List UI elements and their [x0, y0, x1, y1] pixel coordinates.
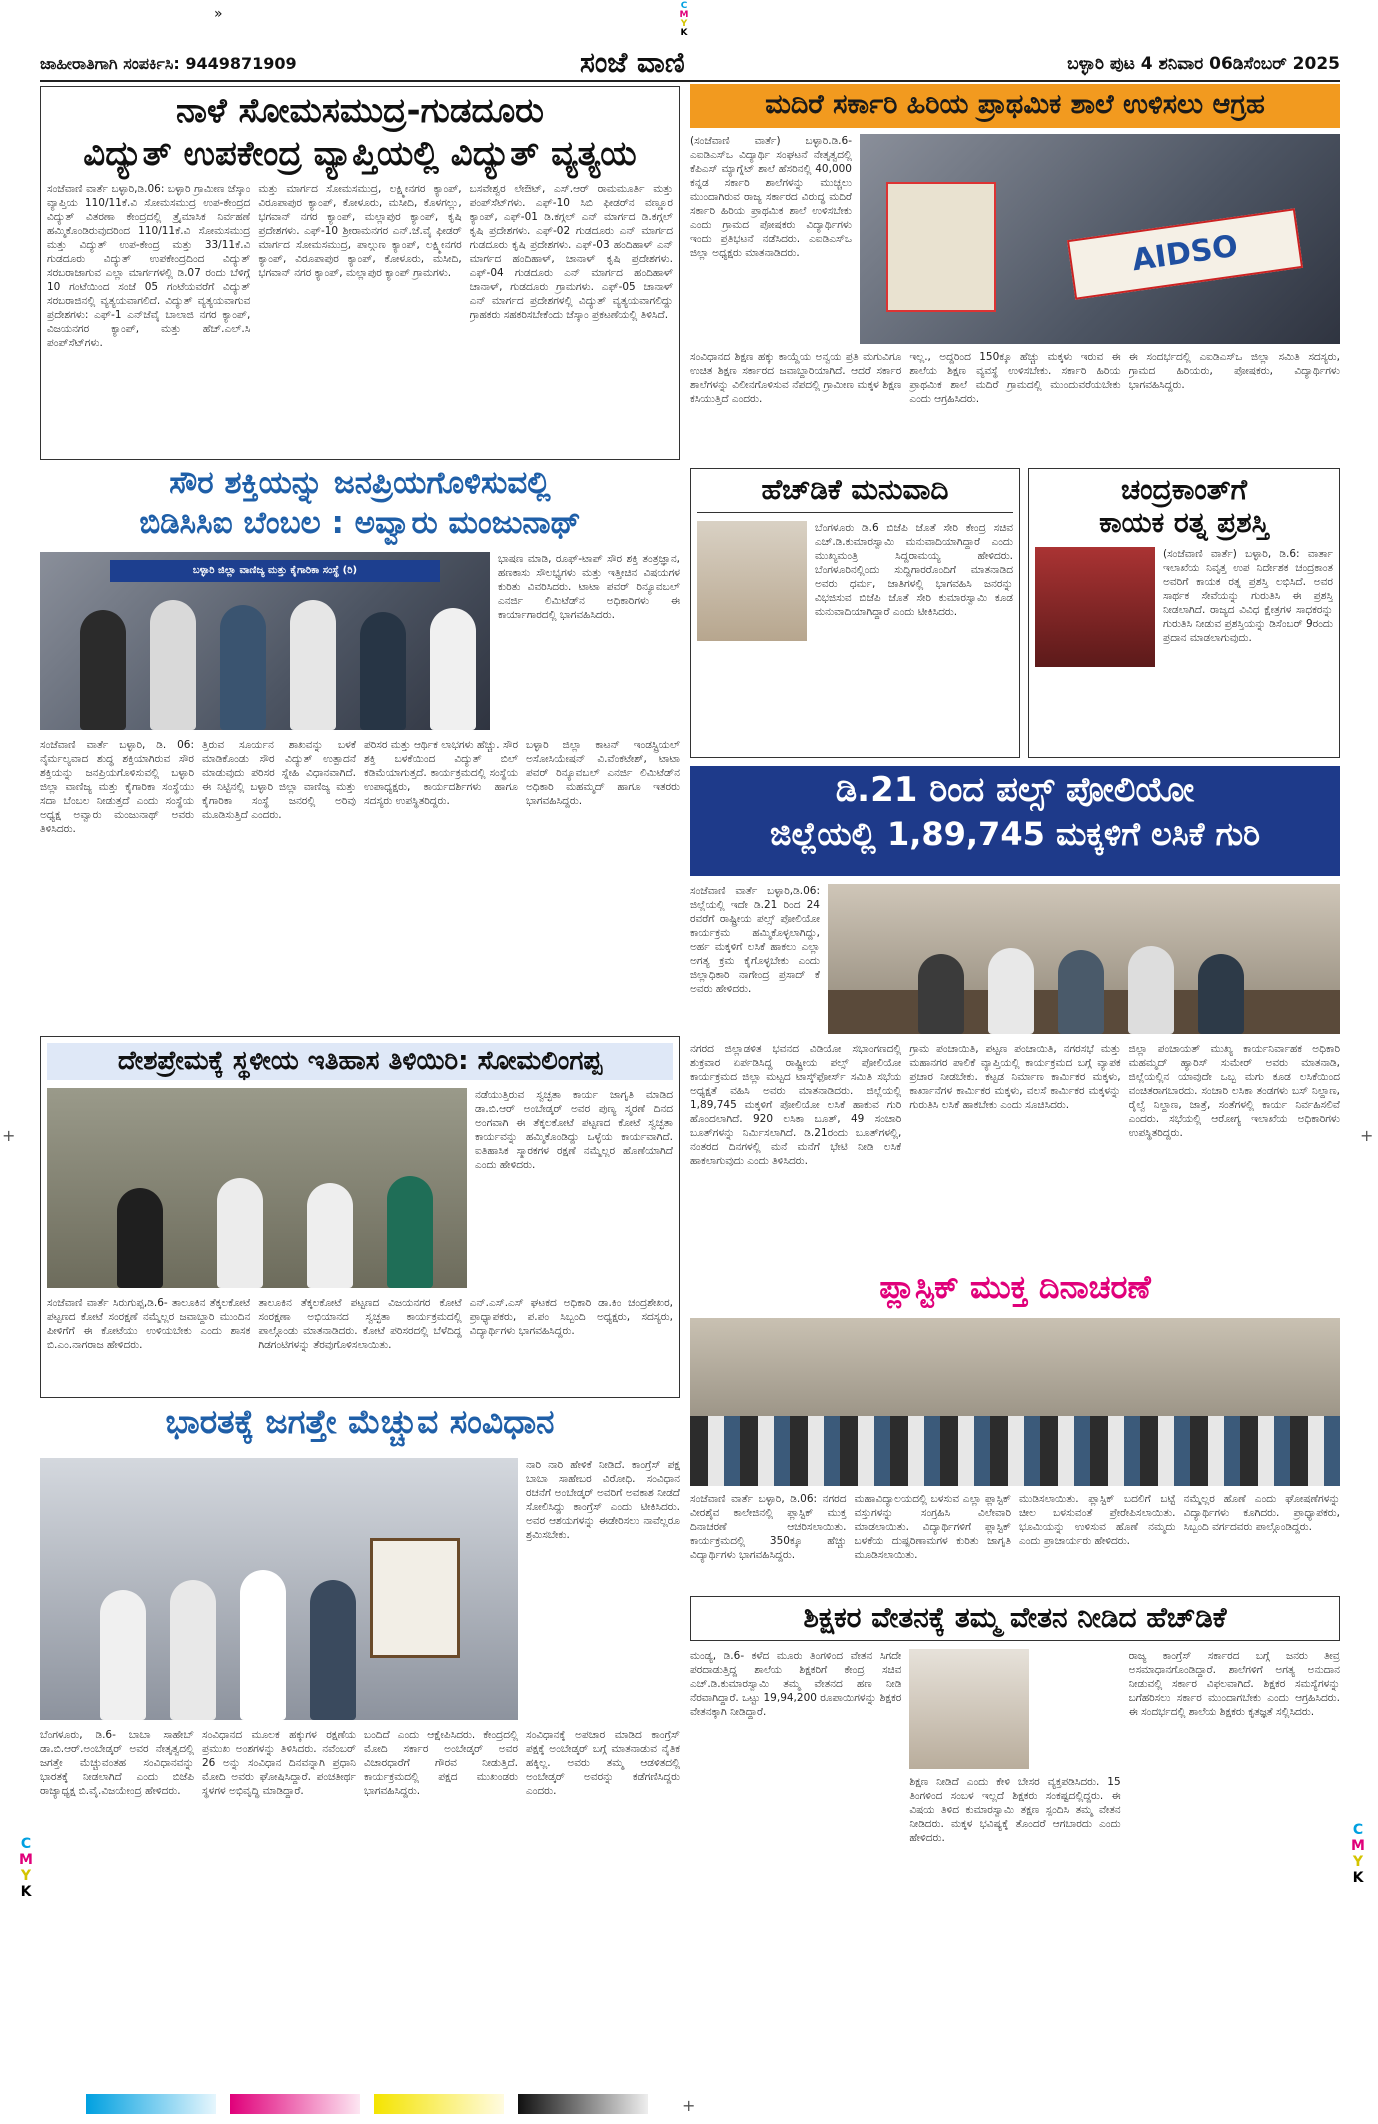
- article-column: ಭಾಷಣ ಮಾಡಿ, ರೂಫ್-ಟಾಪ್ ಸೌರ ಶಕ್ತಿ ತಂತ್ರಜ್ಞಾನ, ಹಣಕಾಸು ಸೌಲಭ್ಯಗಳು ಮತ್ತು ಇತ್ತೀಚಿನ ವಿಷಯಗಳ ಕುರಿತು ವಿವರಿಸಿದರು. ಟಾಟಾ ಪವರ್ ರಿನ್ಯೂವಬಲ್ ಎನರ್ಜಿ ಲಿಮಿಟೆಡ್‌ನ ಅಧಿಕಾರಿಗಳು ಈ ಕಾರ್ಯಾಗಾರದಲ್ಲಿ ಭಾಗವಹಿಸಿದರು.: [498, 553, 680, 622]
- article-chandrakanth: [1028, 468, 1340, 758]
- cmyk-k: K: [680, 28, 688, 38]
- headline: ಡಿ.21 ರಿಂದ ಪಲ್ಸ್ ಪೋಲಿಯೋ: [835, 770, 1195, 810]
- article-column: ಬಂದಿದೆ ಎಂದು ಆಕ್ಷೇಪಿಸಿದರು. ಕೇಂದ್ರದಲ್ಲಿ ಮೋದಿ ಸರ್ಕಾರ ಅಂಬೇಡ್ಕರ್ ಅವರ ವಿಚಾರಧಾರೆಗೆ ಗೌರವ ನೀಡುತ್ತಿದೆ. ಕಾರ್ಯಕ್ರಮದಲ್ಲಿ ಪಕ್ಷದ ಮುಖಂಡರು ಭಾಗವಹಿಸಿದ್ದರು.: [364, 1729, 518, 1797]
- article-polio: [690, 766, 1340, 1262]
- article-column: ಸಂಜೆವಾಣಿ ವಾರ್ತೆ ಬಳ್ಳಾರಿ, ಡಿ. 06: ನೈರ್ಮಲ್ಯವಾದ ಶುದ್ಧ ಶಕ್ತಿಯಾಗಿರುವ ಸೌರ ಶಕ್ತಿಯನ್ನು ಜನಪ್ರಿಯಗೊಳಿಸುವಲ್ಲಿ ಬಳ್ಳಾರಿ ಜಿಲ್ಲಾ ವಾಣಿಜ್ಯ ಮತ್ತು ಕೈಗಾರಿಕಾ ಸಂಸ್ಥೆಯು ಸದಾ ಬೆಂಬಲ ನೀಡುತ್ತದೆ ಎಂದು ಸಂಸ್ಥೆಯ ಅಧ್ಯಕ್ಷ ಅವ್ವಾರು ಮಂಜುನಾಥ್ ಅವರು ತಿಳಿಸಿದರು.: [40, 739, 194, 836]
- students-group-photo: [690, 1318, 1340, 1486]
- cmyk-registration-top: [674, 2, 694, 38]
- headline: ಶಿಕ್ಷಕರ ವೇತನಕ್ಕೆ ತಮ್ಮ ವೇತನ ನೀಡಿದ ಹೆಚ್‌ಡಿಕೆ: [690, 1596, 1340, 1641]
- ad-contact: ಜಾಹೀರಾತಿಗಾಗಿ ಸಂಪರ್ಕಿಸಿ: 9449871909: [40, 54, 297, 73]
- headline: ಪ್ಲಾಸ್ಟಿಕ್ ಮುಕ್ತ ದಿನಾಚರಣೆ: [879, 1268, 1151, 1306]
- article-column: ನಡೆಯುತ್ತಿರುವ ಸ್ವಚ್ಛತಾ ಕಾರ್ಯ ಜಾಗೃತಿ ಮಾಡಿದ ಡಾ.ಬಿ.ಆರ್ ಅಂಬೇಡ್ಕರ್ ಅವರ ಪುಣ್ಯ ಸ್ಮರಣೆ ದಿನದ ಅಂಗವಾಗಿ ಈ ತೆಕ್ಕಲಕೋಟೆ ಪಟ್ಟಣದ ಕೋಟೆ ಸ್ವಚ್ಛತಾ ಕಾರ್ಯವನ್ನು ಹಮ್ಮಿಕೊಂಡಿದ್ದು ಒಳ್ಳೆಯ ಕಾರ್ಯವಾಗಿದೆ. ಐತಿಹಾಸಿಕ ಸ್ಮಾರಕಗಳ ರಕ್ಷಣೆ ನಮ್ಮೆಲ್ಲರ ಹೊಣೆಯಾಗಿದೆ ಎಂದು ಹೇಳಿದರು.: [475, 1088, 673, 1171]
- article-column: ಮಂಡ್ಯ, ಡಿ.6- ಕಳೆದ ಮೂರು ತಿಂಗಳಿಂದ ವೇತನ ಸಿಗದೇ ಪರದಾಡುತ್ತಿದ್ದ ಶಾಲೆಯ ಶಿಕ್ಷಕರಿಗೆ ಕೇಂದ್ರ ಸಚಿವ ಎಚ್.ಡಿ.ಕುಮಾರಸ್ವಾಮಿ ತಮ್ಮ ವೇತನದ ಹಣ ನೀಡಿ ನೆರವಾಗಿದ್ದಾರೆ. ಒಟ್ಟು 19,94,200 ರೂಪಾಯಿಗಳನ್ನು ಶಿಕ್ಷಕರ ವೇತನಕ್ಕಾಗಿ ನೀಡಿದ್ದಾರೆ.: [690, 1649, 902, 1718]
- crop-mark-icon: +: [1360, 1126, 1374, 1145]
- article-column: (ಸಂಜೆವಾಣಿ ವಾರ್ತೆ) ಬಳ್ಳಾರಿ, ಡಿ.6: ವಾರ್ತಾ ಇಲಾಖೆಯ ನಿವೃತ್ತ ಉಪ ನಿರ್ದೇಶಕ ಚಂದ್ರಕಾಂತ ಅವರಿಗೆ ಕಾಯಕ ರತ್ನ ಪ್ರಶಸ್ತಿ ಲಭಿಸಿದೆ. ಅವರ ಸಾರ್ಥಕ ಸೇವೆಯನ್ನು ಗುರುತಿಸಿ ಈ ಪ್ರಶಸ್ತಿ ನೀಡಲಾಗಿದೆ. ರಾಜ್ಯದ ವಿವಿಧ ಕ್ಷೇತ್ರಗಳ ಸಾಧಕರನ್ನು ಗುರುತಿಸಿ ನೀಡುವ ಪ್ರಶಸ್ತಿಯನ್ನು ಡಿಸೆಂಬರ್ 9ರಂದು ಪ್ರದಾನ ಮಾಡಲಾಗುವುದು.: [1163, 547, 1333, 644]
- article-solar: [40, 466, 680, 1032]
- article-hdk-manuvadi: [690, 468, 1020, 758]
- article-column: ನಾರಿ ನಾರಿ ಹೇಳಿಕೆ ನೀಡಿದೆ. ಕಾಂಗ್ರೆಸ್ ಪಕ್ಷ ಬಾಬಾ ಸಾಹೇಬರ ವಿರೋಧಿ. ಸಂವಿಧಾನ ರಚನೆಗೆ ಅಂಬೇಡ್ಕರ್ ಅವರಿಗೆ ಅವಕಾಶ ನೀಡದೆ ಸೋಲಿಸಿದ್ದು ಕಾಂಗ್ರೆಸ್ ಎಂದು ಟೀಕಿಸಿದರು. ಅವರ ಆಶಯಗಳನ್ನು ಈಡೇರಿಸಲು ನಾವೆಲ್ಲರೂ ಶ್ರಮಿಸಬೇಕು.: [526, 1459, 680, 1541]
- cmyk-registration-left: C M Y K: [19, 1836, 33, 1900]
- awardee-photo: [1035, 547, 1155, 667]
- headline: ಜಿಲ್ಲೆಯಲ್ಲಿ 1,89,745 ಮಕ್ಕಳಿಗೆ ಲಸಿಕೆ ಗುರಿ: [770, 815, 1260, 854]
- color-calibration-bar: [86, 2094, 648, 2114]
- article-column: ನಗರದ ಜಿಲ್ಲಾಡಳಿತ ಭವನದ ವಿಡಿಯೋ ಸಭಾಂಗಣದಲ್ಲಿ ಶುಕ್ರವಾರ ಏರ್ಪಡಿಸಿದ್ದ ರಾಷ್ಟ್ರೀಯ ಪಲ್ಸ್ ಪೋಲಿಯೋ ಕಾರ್ಯಕ್ರಮದ ಜಿಲ್ಲಾ ಮಟ್ಟದ ಟಾಸ್ಕ್‌ಫೋರ್ಸ್ ಸಮಿತಿ ಸಭೆಯ ಅಧ್ಯಕ್ಷತೆ ವಹಿಸಿ ಅವರು ಮಾತನಾಡಿದರು. ಜಿಲ್ಲೆಯಲ್ಲಿ 1,89,745 ಮಕ್ಕಳಿಗೆ ಪೋಲಿಯೋ ಲಸಿಕೆ ಹಾಕುವ ಗುರಿ ಹೊಂದಲಾಗಿದೆ. 920 ಲಸಿಕಾ ಬೂತ್, 49 ಸಂಚಾರಿ ಬೂತ್‌ಗಳನ್ನು ನಿರ್ಮಿಸಲಾಗಿದೆ. ಡಿ.21ರಂದು ಬೂತ್‌ಗಳಲ್ಲಿ, ನಂತರದ ದಿನಗಳಲ್ಲಿ ಮನೆ ಮನೆಗೆ ಭೇಟಿ ನೀಡಿ ಲಸಿಕೆ ಹಾಕಲಾಗುವುದು ಎಂದು ತಿಳಿಸಿದರು.: [690, 1043, 902, 1167]
- article-column: ಇಲ್ಲ., ಅದ್ದರಿಂದ 150ಕ್ಕೂ ಹೆಚ್ಚು ಮಕ್ಕಳು ಇರುವ ಈ ಶಾಲೆಯ ಶಿಕ್ಷಣ ವ್ಯವಸ್ಥೆ ಉಳಿಸಬೇಕು. ಸರ್ಕಾರಿ ಹಿರಿಯ ಪ್ರಾಥಮಿಕ ಶಾಲೆ ಮದಿರೆ ಗ್ರಾಮದಲ್ಲಿ ಮುಂದುವರೆಯಬೇಕು ಎಂದು ಆಗ್ರಹಿಸಿದರು.: [909, 351, 1121, 405]
- article-column: ತ್ತಿರುವ ಸೂರ್ಯನ ಶಾಖವನ್ನು ಬಳಕೆ ಮಾಡಿಕೊಂಡು ಸೌರ ವಿದ್ಯುತ್ ಉತ್ಪಾದನೆ ಮಾಡುವುದು ಪರಿಸರ ಸ್ನೇಹಿ ವಿಧಾನವಾಗಿದೆ. ಈ ನಿಟ್ಟಿನಲ್ಲಿ ಬಳ್ಳಾರಿ ಜಿಲ್ಲಾ ವಾಣಿಜ್ಯ ಮತ್ತು ಕೈಗಾರಿಕಾ ಸಂಸ್ಥೆ ಜನರಲ್ಲಿ ಅರಿವು ಮೂಡಿಸುತ್ತಿದೆ ಎಂದರು.: [202, 739, 356, 822]
- newspaper-logo: ಸಂಜೆ ವಾಣಿ: [580, 46, 685, 79]
- contact-number: 9449871909: [185, 54, 297, 73]
- article-column: ಪರಿಸರ ಮತ್ತು ಆರ್ಥಿಕ ಲಾಭಗಳು ಹೆಚ್ಚು. ಸೌರ ಶಕ್ತಿ ಬಳಕೆಯಿಂದ ವಿದ್ಯುತ್ ಬಿಲ್ ಕಡಿಮೆಯಾಗುತ್ತದೆ. ಕಾರ್ಯಕ್ರಮದಲ್ಲಿ ಸಂಸ್ಥೆಯ ಉಪಾಧ್ಯಕ್ಷರು, ಕಾರ್ಯದರ್ಶಿಗಳು ಹಾಗೂ ಸದಸ್ಯರು ಉಪಸ್ಥಿತರಿದ್ದರು.: [364, 739, 518, 808]
- article-column: ಈ ಸಂದರ್ಭದಲ್ಲಿ ಎಐಡಿಎಸ್‌ಒ ಜಿಲ್ಲಾ ಸಮಿತಿ ಸದಸ್ಯರು, ಗ್ರಾಮದ ಹಿರಿಯರು, ಪೋಷಕರು, ವಿದ್ಯಾರ್ಥಿಗಳು ಭಾಗವಹಿಸಿದ್ದರು.: [1128, 351, 1340, 391]
- article-column: ಬೆಂಗಳೂರು, ಡಿ.6- ಬಾಬಾ ಸಾಹೇಬ್ ಡಾ.ಬಿ.ಆರ್.ಅಂಬೇಡ್ಕರ್ ಅವರ ನೇತೃತ್ವದಲ್ಲಿ ಜಗತ್ತೇ ಮೆಚ್ಚುವಂತಹ ಸಂವಿಧಾನವನ್ನು ಭಾರತಕ್ಕೆ ನೀಡಲಾಗಿದೆ ಎಂದು ಬಿಜೆಪಿ ರಾಜ್ಯಾಧ್ಯಕ್ಷ ಬಿ.ವೈ.ವಿಜಯೇಂದ್ರ ಹೇಳಿದರು.: [40, 1729, 194, 1797]
- page-number: 4: [1140, 54, 1153, 74]
- article-column: ಬಳ್ಳಾರಿ ಜಿಲ್ಲಾ ಕಾಟನ್ ಇಂಡಸ್ಟ್ರಿಯಲ್ ಅಸೋಸಿಯೇಷನ್ ವಿ.ವೆಂಕಟೇಶ್, ಟಾಟಾ ಪವರ್ ರಿನ್ಯೂವಬಲ್ ಎನರ್ಜಿ ಲಿಮಿಟೆಡ್‌ನ ಅಧಿಕಾರಿ ಮಹಮ್ಮದ್ ಹಾಗೂ ಇತರರು ಭಾಗವಹಿಸಿದ್ದರು.: [526, 739, 680, 808]
- article-somalingappa: [40, 1036, 680, 1398]
- headline: ಚಂದ್ರಕಾಂತ್‌ಗೆ: [1121, 473, 1247, 506]
- article-column: ರಾಜ್ಯ ಕಾಂಗ್ರೆಸ್ ಸರ್ಕಾರದ ಬಗ್ಗೆ ಜನರು ತೀವ್ರ ಅಸಮಾಧಾನಗೊಂಡಿದ್ದಾರೆ. ಶಾಲೆಗಳಿಗೆ ಅಗತ್ಯ ಅನುದಾನ ನೀಡುವಲ್ಲಿ ಸರ್ಕಾರ ವಿಫಲವಾಗಿದೆ. ಶಿಕ್ಷಕರ ಸಮಸ್ಯೆಗಳನ್ನು ಬಗೆಹರಿಸಲು ಸರ್ಕಾರ ಮುಂದಾಗಬೇಕು ಎಂದು ಆಗ್ರಹಿಸಿದರು. ಈ ಸಂದರ್ಭದಲ್ಲಿ ಶಾಲೆಯ ಶಿಕ್ಷಕರು ಕೃತಜ್ಞತೆ ಸಲ್ಲಿಸಿದರು.: [1128, 1649, 1340, 1718]
- article-column: ಶಿಕ್ಷಣ ನೀಡಿದೆ ಎಂದು ಕೇಳಿ ಬೇಸರ ವ್ಯಕ್ತಪಡಿಸಿದರು. 15 ತಿಂಗಳಿಂದ ಸಂಬಳ ಇಲ್ಲದೆ ಶಿಕ್ಷಕರು ಸಂಕಷ್ಟದಲ್ಲಿದ್ದರು. ಈ ವಿಷಯ ತಿಳಿದ ಕುಮಾರಸ್ವಾಮಿ ತಕ್ಷಣ ಸ್ಪಂದಿಸಿ ತಮ್ಮ ವೇತನ ನೀಡಿದರು. ಮಕ್ಕಳ ಭವಿಷ್ಯಕ್ಕೆ ತೊಂದರೆ ಆಗಬಾರದು ಎಂದು ಹೇಳಿದರು.: [909, 1775, 1121, 1844]
- portrait-frame: [370, 1538, 460, 1658]
- crop-mark-icon: +: [682, 2096, 696, 2115]
- headline: ಬಿಡಿಸಿಸಿಐ ಬೆಂಬಲ : ಅವ್ವಾರು ಮಂಜುನಾಥ್: [139, 505, 581, 542]
- solar-event-photo: [40, 552, 490, 730]
- meeting-photo: [828, 884, 1340, 1034]
- article-column: ಗ್ರಾಮ ಪಂಚಾಯಿತಿ, ಪಟ್ಟಣ ಪಂಚಾಯಿತಿ, ನಗರಸಭೆ ಮತ್ತು ಮಹಾನಗರ ಪಾಲಿಕೆ ವ್ಯಾಪ್ತಿಯಲ್ಲಿ ಕಾರ್ಯಕ್ರಮದ ಬಗ್ಗೆ ವ್ಯಾಪಕ ಪ್ರಚಾರ ನೀಡಬೇಕು. ಕಟ್ಟಡ ನಿರ್ಮಾಣ ಕಾರ್ಮಿಕರ ಮಕ್ಕಳು, ಕಾರ್ಖಾನೆಗಳ ಕಾರ್ಮಿಕರ ಮಕ್ಕಳು, ವಲಸೆ ಕಾರ್ಮಿಕರ ಮಕ್ಕಳನ್ನು ಗುರುತಿಸಿ ಲಸಿಕೆ ಹಾಕಬೇಕು ಎಂದು ಸೂಚಿಸಿದರು.: [909, 1043, 1121, 1111]
- article-column: ಮುಡಿಸಲಾಯಿತು. ಪ್ಲಾಸ್ಟಿಕ್ ಬದಲಿಗೆ ಬಟ್ಟೆ ಚೀಲ ಬಳಸುವಂತೆ ಪ್ರೇರೇಪಿಸಲಾಯಿತು. ಭೂಮಿಯನ್ನು ಉಳಿಸುವ ಹೊಣೆ ನಮ್ಮದು ಎಂದು ಪ್ರಾಚಾರ್ಯರು ಹೇಳಿದರು.: [1019, 1493, 1176, 1547]
- article-plastic-free: [690, 1270, 1340, 1588]
- article-column: ಸಂವಿಧಾನಕ್ಕೆ ಅಪಚಾರ ಮಾಡಿದ ಕಾಂಗ್ರೆಸ್ ಪಕ್ಷಕ್ಕೆ ಅಂಬೇಡ್ಕರ್ ಬಗ್ಗೆ ಮಾತನಾಡುವ ನೈತಿಕ ಹಕ್ಕಿಲ್ಲ. ಅವರು ತಮ್ಮ ಆಡಳಿತದಲ್ಲಿ ಅಂಬೇಡ್ಕರ್ ಅವರನ್ನು ಕಡೆಗಣಿಸಿದ್ದರು ಎಂದರು.: [526, 1729, 680, 1797]
- protest-photo: [860, 134, 1340, 344]
- headline: ನಾಳೆ ಸೋಮಸಮುದ್ರ-ಗುಡದೂರು: [176, 91, 544, 131]
- cmyk-registration-right: C M Y K: [1351, 1822, 1365, 1886]
- page-nav-arrows[interactable]: »: [214, 6, 223, 22]
- aidso-banner: AIDSO: [1067, 208, 1303, 299]
- cmyk-c: C: [680, 1, 688, 11]
- headline: ಕಾಯಕ ರತ್ನ ಪ್ರಶಸ್ತಿ: [1099, 505, 1269, 539]
- crop-mark-icon: +: [2, 1126, 16, 1145]
- article-power-outage: [40, 86, 680, 460]
- politician-photo: [697, 521, 807, 641]
- article-column: ಎನ್.ಎಸ್.ಎಸ್ ಘಟಕದ ಅಧಿಕಾರಿ ಡಾ.ಕಿಂ ಚಂದ್ರಶೇಖರ, ಪ್ರಾಧ್ಯಾಪಕರು, ಪ.ಪಂ ಸಿಬ್ಬಂದಿ ಅಧ್ಯಕ್ಷರು, ಸದಸ್ಯರು, ವಿದ್ಯಾರ್ಥಿಗಳು ಭಾಗವಹಿಸಿದ್ದರು.: [469, 1296, 673, 1337]
- article-column: ಸಂಜೆವಾಣಿ ವಾರ್ತೆ ಬಳ್ಳಾರಿ,ಡಿ.06: ಬಳ್ಳಾರಿ ಗ್ರಾಮೀಣ ಜೆಸ್ಕಾಂ ವ್ಯಾಪ್ತಿಯ 110/11ಕೆ.ವಿ ಸೋಮಸಮುದ್ರ ಉಪ-ಕೇಂದ್ರದ ವಿದ್ಯುತ್ ವಿತರಣಾ ಕೇಂದ್ರದಲ್ಲಿ ತ್ರೈಮಾಸಿಕ ನಿರ್ವಹಣೆ ಹಮ್ಮಿಕೊಂಡಿರುವುದರಿಂದ 110/11ಕೆ.ವಿ ಸೋಮಸಮುದ್ರ ಮತ್ತು ವಿದ್ಯುತ್ ಉಪ-ಕೇಂದ್ರ ಮತ್ತು 33/11ಕೆ.ವಿ ಗುಡದೂರು ವಿದ್ಯುತ್ ಉಪಕೇಂದ್ರದಿಂದ ವಿದ್ಯುತ್ ಸರಬರಾಜಾಗುವ ಎಲ್ಲಾ ಮಾರ್ಗಗಳಲ್ಲಿ ಡಿ.07 ರಂದು ಬೆಳಿಗ್ಗೆ 10 ಗಂಟೆಯಿಂದ ಸಂಜೆ 05 ಗಂಟೆಯವರೆಗೆ ವಿದ್ಯುತ್ ಸರಬರಾಜಿನಲ್ಲಿ ವ್ಯತ್ಯಯವಾಗಲಿದೆ. ವಿದ್ಯುತ್ ವ್ಯತ್ಯಯವಾಗುವ ಪ್ರದೇಶಗಳು: ಎಫ್-1 ಎನ್‌ಜೆವೈ ಬಾಲಾಜಿ ನಗರ ಕ್ಯಾಂಪ್, ವಿಜಯನಗರ ಕ್ಯಾಂಪ್, ಮತ್ತು ಹೆಚ್.ಎಲ್.ಸಿ ಪಂಪ್‌ಸೆಟ್‌ಗಳು.: [47, 182, 251, 349]
- masthead: [40, 46, 1340, 82]
- cmyk-y: Y: [680, 19, 688, 29]
- article-school: [690, 84, 1340, 464]
- article-column: ಸಂಜೆವಾಣಿ ವಾರ್ತೆ ಸಿರುಗುಪ್ಪ,ಡಿ.6- ತಾಲೂಕಿನ ತೆಕ್ಕಲಕೋಟೆ ಪಟ್ಟಣದ ಕೋಟೆ ಸಂರಕ್ಷಣೆ ನಮ್ಮೆಲ್ಲರ ಜವಾಬ್ದಾರಿ ಮುಂದಿನ ಪೀಳಿಗೆಗೆ ಈ ಕೋಟೆಯು ಉಳಿಯಬೇಕು ಎಂದು ಶಾಸಕ ಬಿ.ಎಂ.ನಾಗರಾಜ ಹೇಳಿದರು.: [47, 1296, 251, 1351]
- cmyk-m: M: [679, 10, 689, 20]
- article-column: ಮತ್ತು ಮಾರ್ಗದ ಸೋಮಸಮುದ್ರ, ಲಕ್ಷ್ಮೀನಗರ ಕ್ಯಾಂಪ್, ವಿರೂಪಾಪುರ ಕ್ಯಾಂಪ್, ಕೋಳೂರು, ಮಸೀದಿ, ಕೊಳಗಲ್ಲು, ಭಗವಾನ್ ನಗರ ಕ್ಯಾಂಪ್, ಮಲ್ಲಾಪುರ ಕ್ಯಾಂಪ್, ಕೃಷಿ ಪ್ರದೇಶಗಳು. ಎಫ್-10 ಶ್ರೀರಾಮನಗರ ಎನ್.ಜೆ.ವೈ ಫೀಡರ್ ಮಾರ್ಗದ ಸೋಮಸಮುದ್ರ, ಪಾಲ್ಗುಣ ಕ್ಯಾಂಪ್, ಲಕ್ಷ್ಮೀನಗರ ಕ್ಯಾಂಪ್, ವಿರೂಪಾಪುರ ಕ್ಯಾಂಪ್, ಕೋಳೂರು, ಮಸೀದಿ, ಭಗವಾನ್ ನಗರ ಕ್ಯಾಂಪ್, ಮಲ್ಲಾಪುರ ಕ್ಯಾಂಪ್ ಗ್ರಾಮಗಳು.: [258, 182, 462, 279]
- hdk-portrait-photo: [909, 1649, 1029, 1769]
- article-column: ಬೆಂಗಳೂರು ಡಿ.6 ಬಿಜೆಪಿ ಜೊತೆ ಸೇರಿ ಕೇಂದ್ರ ಸಚಿವ ಎಚ್.ಡಿ.ಕುಮಾರಸ್ವಾಮಿ ಮನುವಾದಿಯಾಗಿದ್ದಾರೆ ಎಂದು ಮುಖ್ಯಮಂತ್ರಿ ಸಿದ್ದರಾಮಯ್ಯ ಹೇಳಿದರು. ಬೆಂಗಳೂರಿನಲ್ಲಿಂದು ಸುದ್ದಿಗಾರರೊಂದಿಗೆ ಮಾತನಾಡಿದ ಅವರು ಧರ್ಮ, ಜಾತಿಗಳಲ್ಲಿ ಭಾಗವಹಿಸಿ ಜನರನ್ನು ವಿಭಜಿಸುವ ಬಿಜೆಪಿ ಜೊತೆ ಸೇರಿ ಕುಮಾರಸ್ವಾಮಿ ಕೂಡ ಮನುವಾದಿಯಾಗಿದ್ದಾರೆ ಎಂದು ಟೀಕಿಸಿದರು.: [815, 521, 1013, 618]
- polio-headline-banner: [690, 766, 1340, 876]
- event-banner-text: ಬಳ್ಳಾರಿ ಜಿಲ್ಲಾ ವಾಣಿಜ್ಯ ಮತ್ತು ಕೈಗಾರಿಕಾ ಸಂಸ್ಥೆ (ರಿ): [110, 560, 440, 582]
- article-column: ತಾಲೂಕಿನ ತೆಕ್ಕಲಕೋಟೆ ಪಟ್ಟಣದ ವಿಜಯನಗರ ಕೋಟೆ ಸಂರಕ್ಷಣಾ ಅಭಿಯಾನದ ಸ್ವಚ್ಛತಾ ಕಾರ್ಯಕ್ರಮದಲ್ಲಿ ಪಾಲ್ಗೊಂಡು ಮಾತನಾಡಿದರು. ಕೋಟೆ ಪರಿಸರದಲ್ಲಿ ಬೆಳೆದಿದ್ದ ಗಿಡಗಂಟಿಗಳನ್ನು ತೆರವುಗೊಳಿಸಲಾಯಿತು.: [258, 1296, 462, 1351]
- article-column: ನಮ್ಮೆಲ್ಲರ ಹೊಣೆ ಎಂದು ಘೋಷಣೆಗಳನ್ನು ವಿದ್ಯಾರ್ಥಿಗಳು ಕೂಗಿದರು. ಪ್ರಾಧ್ಯಾಪಕರು, ಸಿಬ್ಬಂದಿ ವರ್ಗದವರು ಪಾಲ್ಗೊಂಡಿದ್ದರು.: [1183, 1493, 1340, 1533]
- article-column: ಸಂವಿಧಾನದ ಮೂಲಕ ಹಕ್ಕುಗಳ ರಕ್ಷಣೆಯ ಪ್ರಮುಖ ಅಂಶಗಳನ್ನು ತಿಳಿಸಿದರು. ನವೆಂಬರ್ 26 ಅನ್ನು ಸಂವಿಧಾನ ದಿನವನ್ನಾಗಿ ಪ್ರಧಾನಿ ಮೋದಿ ಅವರು ಘೋಷಿಸಿದ್ದಾರೆ. ಪಂಚತೀರ್ಥ ಸ್ಥಳಗಳ ಅಭಿವೃದ್ಧಿ ಮಾಡಿದ್ದಾರೆ.: [202, 1729, 356, 1797]
- article-column: (ಸಂಜೆವಾಣಿ ವಾರ್ತೆ) ಬಳ್ಳಾರಿ.ಡಿ.6- ಎಐಡಿಎಸ್‌ಒ ವಿದ್ಯಾರ್ಥಿ ಸಂಘಟನೆ ನೇತೃತ್ವದಲ್ಲಿ ಕೆಪಿಎಸ್ ಮ್ಯಾಗ್ನೆಟ್ ಶಾಲೆ ಹೆಸರಿನಲ್ಲಿ 40,000 ಕನ್ನಡ ಸರ್ಕಾರಿ ಶಾಲೆಗಳನ್ನು ಮುಚ್ಚಲು ಮುಂದಾಗಿರುವ ರಾಜ್ಯ ಸರ್ಕಾರದ ವಿರುದ್ಧ ಮದಿರೆ ಸರ್ಕಾರಿ ಹಿರಿಯ ಪ್ರಾಥಮಿಕ ಶಾಲೆ ಉಳಿಸಬೇಕು ಎಂದು ಗ್ರಾಮದ ಪೋಷಕರು ವಿದ್ಯಾರ್ಥಿಗಳು ಇಂದು ಪ್ರತಿಭಟನೆ ನಡೆಸಿದರು. ಎಐಡಿಎಸ್‌ಒ ಜಿಲ್ಲಾ ಅಧ್ಯಕ್ಷರು ಮಾತನಾಡಿದರು.: [690, 135, 852, 259]
- headline: ದೇಶಪ್ರೇಮಕ್ಕೆ ಸ್ಥಳೀಯ ಇತಿಹಾಸ ತಿಳಿಯಿರಿ: ಸೋಮಲಿಂಗಪ್ಪ: [47, 1043, 673, 1080]
- article-column: ಜಿಲ್ಲಾ ಪಂಚಾಯತ್ ಮುಖ್ಯ ಕಾರ್ಯನಿರ್ವಾಹಕ ಅಧಿಕಾರಿ ಮಹಮ್ಮದ್ ಹ್ಯಾರಿಸ್ ಸುಮೇರ್ ಅವರು ಮಾತನಾಡಿ, ಜಿಲ್ಲೆಯಲ್ಲಿನ ಯಾವುದೇ ಒಬ್ಬ ಮಗು ಕೂಡ ಲಸಿಕೆಯಿಂದ ವಂಚಿತರಾಗಬಾರದು. ಸಂಚಾರಿ ಲಸಿಕಾ ತಂಡಗಳು ಬಸ್ ನಿಲ್ದಾಣ, ರೈಲ್ವೆ ನಿಲ್ದಾಣ, ಜಾತ್ರೆ, ಸಂತೆಗಳಲ್ಲಿ ಕಾರ್ಯ ನಿರ್ವಹಿಸಲಿವೆ ಎಂದರು. ಸಭೆಯಲ್ಲಿ ಆರೋಗ್ಯ ಇಲಾಖೆಯ ಅಧಿಕಾರಿಗಳು ಉಪಸ್ಥಿತರಿದ್ದರು.: [1128, 1043, 1340, 1139]
- headline: ವಿದ್ಯುತ್ ಉಪಕೇಂದ್ರ ವ್ಯಾಪ್ತಿಯಲ್ಲಿ ವಿದ್ಯುತ್ ವ್ಯತ್ಯಯ: [83, 134, 637, 175]
- article-samvidhana: [40, 1404, 680, 2084]
- headline: ಹೆಚ್‌ಡಿಕೆ ಮನುವಾದಿ: [697, 475, 1013, 513]
- article-column: ಸಂವಿಧಾನದ ಶಿಕ್ಷಣ ಹಕ್ಕು ಕಾಯ್ದೆಯ ಅನ್ವಯ ಪ್ರತಿ ಮಗುವಿಗೂ ಉಚಿತ ಶಿಕ್ಷಣ ಸರ್ಕಾರದ ಜವಾಬ್ದಾರಿಯಾಗಿದೆ. ಆದರೆ ಸರ್ಕಾರ ಶಾಲೆಗಳನ್ನು ವಿಲೀನಗೊಳಿಸುವ ನೆಪದಲ್ಲಿ ಗ್ರಾಮೀಣ ಮಕ್ಕಳ ಶಿಕ್ಷಣ ಕಸಿಯುತ್ತಿದೆ ಎಂದರು.: [690, 351, 902, 405]
- fort-cleanup-photo: [47, 1088, 467, 1288]
- article-column: ಬಸವೇಶ್ವರ ಲೇಔಟ್, ಎಸ್.ಆರ್ ರಾಮಮೂರ್ತಿ ಮತ್ತು ಪಂಪ್‌ಸೆಟ್‌ಗಳು. ಎಫ್-10 ಸಿಬಿ ಫೀಡರ್‌ನ ವಣ್ಣೂರ ಕ್ಯಾಂಪ್, ಎಫ್-01 ಡಿ.ಕಗ್ಗಲ್ ಎನ್ ಮಾರ್ಗದ ಡಿ.ಕಗ್ಗಲ್ ಕೃಷಿ ಪ್ರದೇಶಗಳು. ಎಫ್-02 ಗುಡದೂರು ಎನ್ ಮಾರ್ಗದ ಗುಡದೂರು ಕೃಷಿ ಪ್ರದೇಶಗಳು. ಎಫ್-03 ಹಂದಿಹಾಳ್ ಎನ್ ಮಾರ್ಗದ ಹಂದಿಹಾಳ್, ಚಾನಾಳ್ ಕೃಷಿ ಪ್ರದೇಶಗಳು. ಎಫ್-04 ಗುಡದೂರು ಎನ್ ಮಾರ್ಗದ ಹಂದಿಹಾಳ್ ಚಾನಾಳ್, ಗುಡದೂರು ಗ್ರಾಮಗಳು. ಎಫ್-05 ಚಾನಾಳ್ ಎನ್ ಮಾರ್ಗದ ಪ್ರದೇಶಗಳಲ್ಲಿ ವಿದ್ಯುತ್ ವ್ಯತ್ಯಯವಾಗಲಿದ್ದು ಗ್ರಾಹಕರು ಸಹಕರಿಸಬೇಕೆಂದು ಜೆಸ್ಕಾಂ ಪ್ರಕಟಣೆಯಲ್ಲಿ ತಿಳಿಸಿದೆ.: [469, 182, 673, 321]
- article-column: ಮಹಾವಿದ್ಯಾಲಯದಲ್ಲಿ ಬಳಸುವ ಎಲ್ಲಾ ಪ್ಲಾಸ್ಟಿಕ್ ವಸ್ತುಗಳನ್ನು ಸಂಗ್ರಹಿಸಿ ವಿಲೇವಾರಿ ಮಾಡಲಾಯಿತು. ವಿದ್ಯಾರ್ಥಿಗಳಿಗೆ ಪ್ಲಾಸ್ಟಿಕ್ ಬಳಕೆಯ ದುಷ್ಪರಿಣಾಮಗಳ ಕುರಿತು ಜಾಗೃತಿ ಮೂಡಿಸಲಾಯಿತು.: [854, 1493, 1011, 1561]
- dateline: ಬಳ್ಳಾರಿ ಪುಟ 4 ಶನಿವಾರ 06ಡಿಸೆಂಬರ್ 2025: [1067, 54, 1340, 74]
- ambedkar-tribute-photo: [40, 1458, 518, 1720]
- article-column: ಸಂಜೆವಾಣಿ ವಾರ್ತೆ ಬಳ್ಳಾರಿ,ಡಿ.06: ಜಿಲ್ಲೆಯಲ್ಲಿ ಇದೇ ಡಿ.21 ರಿಂದ 24 ರವರೆಗೆ ರಾಷ್ಟ್ರೀಯ ಪಲ್ಸ್ ಪೋಲಿಯೋ ಕಾರ್ಯಕ್ರಮ ಹಮ್ಮಿಕೊಳ್ಳಲಾಗಿದ್ದು, ಅರ್ಹ ಮಕ್ಕಳಿಗೆ ಲಸಿಕೆ ಹಾಕಲು ಎಲ್ಲಾ ಅಗತ್ಯ ಕ್ರಮ ಕೈಗೊಳ್ಳಬೇಕು ಎಂದು ಜಿಲ್ಲಾಧಿಕಾರಿ ನಾಗೇಂದ್ರ ಪ್ರಸಾದ್ ಕೆ ಅವರು ಹೇಳಿದರು.: [690, 885, 820, 995]
- headline: ಮದಿರೆ ಸರ್ಕಾರಿ ಹಿರಿಯ ಪ್ರಾಥಮಿಕ ಶಾಲೆ ಉಳಿಸಲು ಆಗ್ರಹ: [690, 84, 1340, 128]
- article-column: ಸಂಜೆವಾಣಿ ವಾರ್ತೆ ಬಳ್ಳಾರಿ, ಡಿ.06: ನಗರದ ವೀರಶೈವ ಕಾಲೇಜಿನಲ್ಲಿ ಪ್ಲಾಸ್ಟಿಕ್ ಮುಕ್ತ ದಿನಾಚರಣೆ ಆಚರಿಸಲಾಯಿತು. ಕಾರ್ಯಕ್ರಮದಲ್ಲಿ 350ಕ್ಕೂ ಹೆಚ್ಚು ವಿದ್ಯಾರ್ಥಿಗಳು ಭಾಗವಹಿಸಿದ್ದರು.: [690, 1493, 847, 1561]
- article-teachers: [690, 1596, 1340, 2084]
- portrait-poster: [886, 182, 996, 312]
- headline: ಭಾರತಕ್ಕೆ ಜಗತ್ತೇ ಮೆಚ್ಚುವ ಸಂವಿಧಾನ: [165, 1402, 555, 1441]
- issue-date: 06ಡಿಸೆಂಬರ್ 2025: [1209, 54, 1340, 74]
- headline: ಸೌರ ಶಕ್ತಿಯನ್ನು ಜನಪ್ರಿಯಗೊಳಿಸುವಲ್ಲಿ: [169, 465, 551, 501]
